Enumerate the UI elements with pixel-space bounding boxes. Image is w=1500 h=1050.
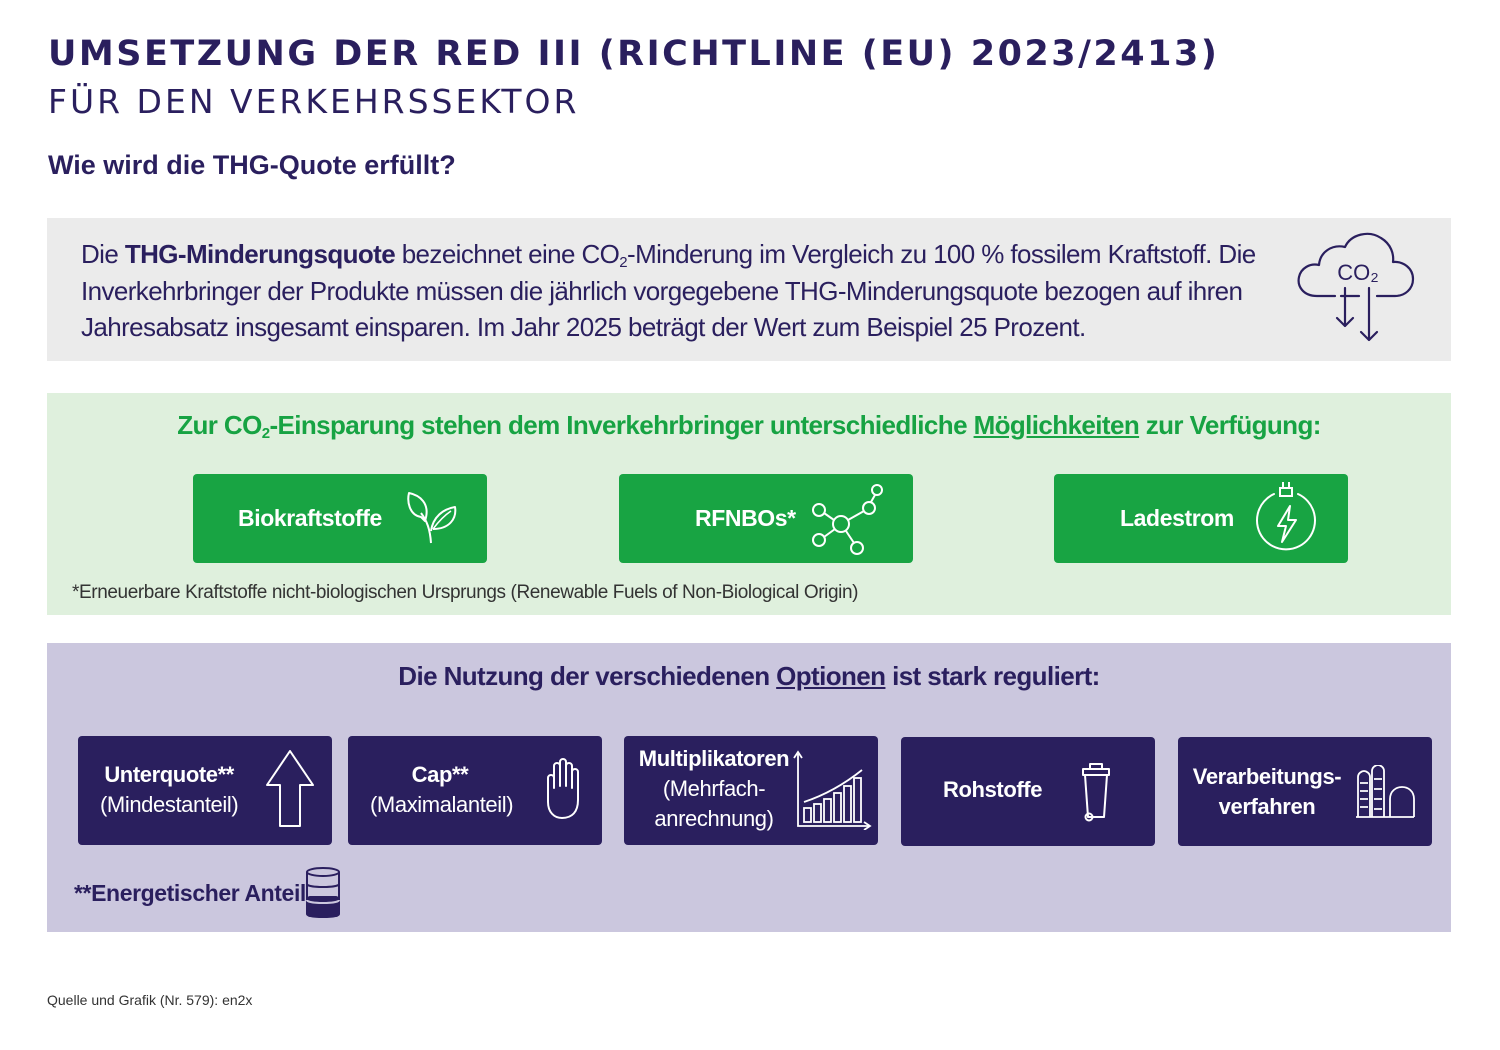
cap-title: Cap**: [411, 762, 469, 787]
options-heading-link[interactable]: Möglichkeiten: [973, 410, 1140, 440]
option-rfnbos-label: RFNBOs*: [695, 505, 796, 531]
regulation-box: [47, 643, 1451, 932]
option-biokraftstoffe-button[interactable]: [193, 474, 487, 563]
section-question: Wie wird die THG-Quote erfüllt?: [48, 150, 456, 180]
electric-plug-icon: [1252, 482, 1320, 554]
option-biokraftstoffe-label: Biokraftstoffe: [238, 505, 382, 531]
options-heading: [47, 410, 1451, 441]
rohstoffe-title: Rohstoffe: [943, 777, 1043, 802]
info-text: [81, 236, 1271, 346]
regulation-footnote: **Energetischer Anteil: [74, 880, 306, 906]
options-heading-prefix: Zur CO: [177, 410, 262, 440]
options-heading-mid: -Einsparung stehen dem Inverkehrbringer unterschiedliche: [269, 410, 974, 440]
waste-bin-icon: [1081, 761, 1111, 823]
regulation-unterquote-label: [100, 760, 238, 820]
option-ladestrom-button[interactable]: [1054, 474, 1348, 563]
page-subtitle: FÜR DEN VERKEHRSSEKTOR: [48, 82, 580, 121]
info-text-para2: Die Inverkehrbringer der Produkte müssen die jährlich vorgegebene THG-Minderungsquote bezogen auf ihren Jahresabsatz insgesamt einsparen. Im Jahr 2025 beträgt der Wert zum Beispiel 25 Prozent.: [81, 239, 1256, 342]
regulation-heading-prefix: Die Nutzung der verschiedenen: [398, 661, 777, 691]
info-box: [47, 218, 1451, 361]
info-text-mid: bezeichnet eine CO: [395, 239, 620, 269]
regulation-cap-button[interactable]: [348, 736, 602, 845]
multiplikatoren-subtitle-1: (Mehrfach-: [662, 776, 766, 801]
co2-reduction-cloud-icon: [1295, 230, 1419, 346]
multiplikatoren-subtitle-2: anrechnung): [654, 806, 774, 831]
cap-subtitle: (Maximalanteil): [370, 792, 514, 817]
options-footnote: *Erneuerbare Kraftstoffe nicht-biologischen Ursprungs (Renewable Fuels of Non-Biological Origin): [72, 582, 859, 603]
regulation-verarbeitungsverfahren-label: [1192, 762, 1342, 822]
options-heading-suffix: zur Verfügung:: [1139, 410, 1321, 440]
option-ladestrom-label: Ladestrom: [1120, 505, 1234, 531]
molecule-icon: [807, 482, 887, 558]
regulation-heading: [47, 661, 1451, 692]
hand-stop-icon: [544, 758, 588, 820]
info-text-prefix: Die: [81, 239, 125, 269]
unterquote-subtitle: (Mindestanteil): [100, 792, 239, 817]
regulation-multiplikatoren-button[interactable]: [624, 736, 878, 845]
option-rfnbos-button[interactable]: [619, 474, 913, 563]
regulation-unterquote-button[interactable]: [78, 736, 332, 845]
regulation-heading-suffix: ist stark reguliert:: [885, 661, 1100, 691]
oil-barrel-icon: [304, 866, 342, 920]
info-text-sub: 2: [619, 254, 628, 271]
arrow-up-icon: [264, 749, 316, 829]
page-title: UMSETZUNG DER RED III (RICHTLINE (EU) 2023/2413): [48, 34, 1220, 74]
leaf-icon: [405, 491, 459, 545]
options-heading-sub: 2: [261, 425, 270, 442]
regulation-multiplikatoren-label: [636, 744, 792, 834]
refinery-icon: [1354, 765, 1416, 821]
source-credit: Quelle und Grafik (Nr. 579): en2x: [47, 992, 253, 1008]
info-term-thg: THG-Minderungsquote: [124, 239, 396, 269]
regulation-cap-label: [370, 760, 514, 820]
options-box: [47, 393, 1451, 615]
unterquote-title: Unterquote**: [104, 762, 234, 787]
bar-chart-growth-icon: [792, 750, 874, 830]
regulation-rohstoffe-button[interactable]: [901, 737, 1155, 846]
regulation-rohstoffe-label: [943, 775, 1042, 805]
co2-label: CO₂: [1337, 260, 1379, 285]
info-text-rest: -Minderung im Vergleich zu 100 % fossilem Kraftstoff.: [627, 239, 1212, 269]
regulation-heading-link[interactable]: Optionen: [776, 661, 886, 691]
verarbeitungsverfahren-title-1: Verarbeitungs-: [1192, 764, 1342, 789]
multiplikatoren-title: Multiplikatoren: [638, 746, 790, 771]
regulation-verarbeitungsverfahren-button[interactable]: [1178, 737, 1432, 846]
verarbeitungsverfahren-title-2: verfahren: [1218, 794, 1316, 819]
